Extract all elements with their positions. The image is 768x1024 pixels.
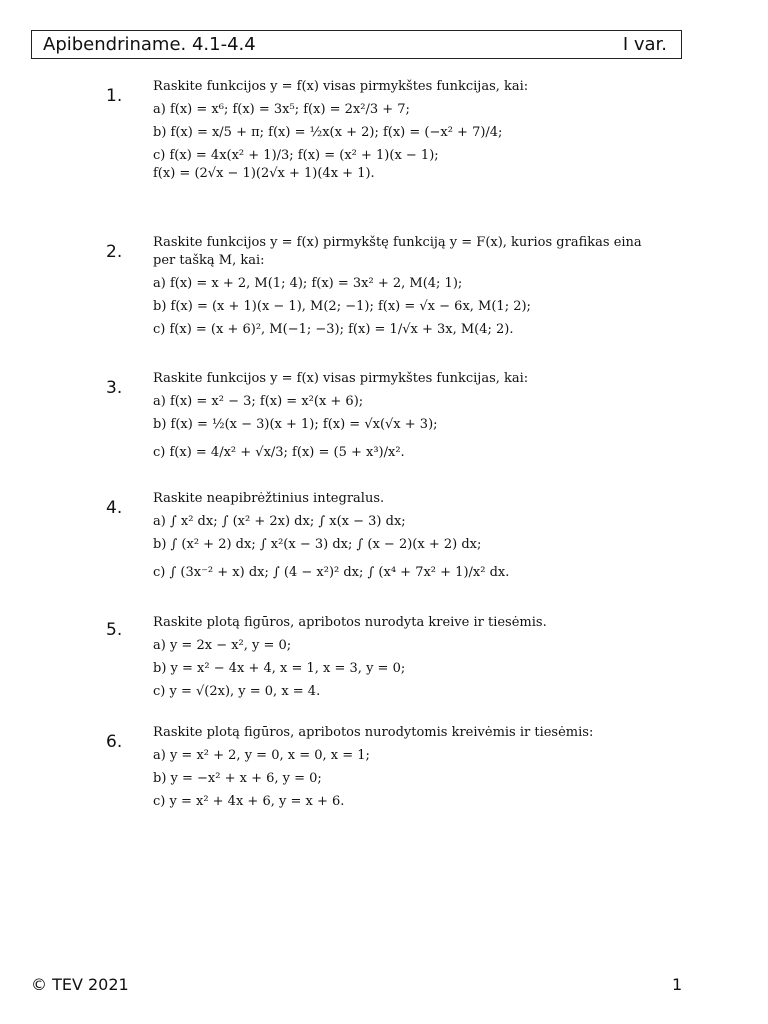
- task-line: b) f(x) = x/5 + π; f(x) = ½x(x + 2); f(x) = (−x² + 7)/4;: [153, 125, 503, 140]
- task-line: c) f(x) = (x + 6)², M(−1; −3); f(x) = 1/√x + 3x, M(4; 2).: [153, 322, 514, 337]
- task-line: b) f(x) = ½(x − 3)(x + 1); f(x) = √x(√x + 3);: [153, 417, 438, 432]
- task-line: b) y = x² − 4x + 4, x = 1, x = 3, y = 0;: [153, 661, 406, 676]
- task-5-number: 5.: [106, 620, 123, 640]
- task-line: b) ∫ (x² + 2) dx; ∫ x²(x − 3) dx; ∫ (x − 2)(x + 2) dx;: [153, 537, 482, 552]
- task-2: [153, 236, 693, 346]
- page-number: 1: [672, 975, 683, 994]
- task-line: Raskite funkcijos y = f(x) visas pirmykštes funkcijas, kai:: [153, 371, 529, 386]
- task-4-number: 4.: [106, 498, 123, 518]
- header-variant: I var.: [622, 34, 667, 55]
- task-line: c) ∫ (3x⁻² + x) dx; ∫ (4 − x²)² dx; ∫ (x⁴ + 7x² + 1)/x² dx.: [153, 565, 510, 580]
- task-line: c) y = x² + 4x + 6, y = x + 6.: [153, 794, 345, 809]
- task-line: c) y = √(2x), y = 0, x = 4.: [153, 684, 321, 699]
- task-line: Raskite funkcijos y = f(x) pirmykštę funkciją y = F(x), kurios grafikas eina: [153, 235, 642, 250]
- task-1-number: 1.: [106, 86, 123, 106]
- task-1: [153, 80, 693, 190]
- task-3: [153, 372, 693, 469]
- task-2-number: 2.: [106, 242, 123, 262]
- header-title: Apibendriname. 4.1-4.4: [43, 34, 256, 55]
- task-line: Raskite plotą figūros, apribotos nurodyta kreive ir tiesėmis.: [153, 615, 547, 630]
- task-line: c) f(x) = 4/x² + √x/3; f(x) = (5 + x³)/x².: [153, 445, 405, 460]
- task-6-number: 6.: [106, 732, 123, 752]
- task-line: a) f(x) = x + 2, M(1; 4); f(x) = 3x² + 2, M(4; 1);: [153, 276, 463, 291]
- task-line: Raskite funkcijos y = f(x) visas pirmykštes funkcijas, kai:: [153, 79, 529, 94]
- task-line: f(x) = (2√x − 1)(2√x + 1)(4x + 1).: [153, 166, 375, 181]
- task-line: Raskite plotą figūros, apribotos nurodytomis kreivėmis ir tiesėmis:: [153, 725, 594, 740]
- task-line: a) f(x) = x² − 3; f(x) = x²(x + 6);: [153, 394, 364, 409]
- task-line: a) y = 2x − x², y = 0;: [153, 638, 292, 653]
- task-6: [153, 726, 693, 818]
- task-5: [153, 616, 693, 708]
- task-3-number: 3.: [106, 378, 123, 398]
- header-box: [31, 30, 682, 59]
- task-line: c) f(x) = 4x(x² + 1)/3; f(x) = (x² + 1)(x − 1);: [153, 148, 439, 163]
- task-line: Raskite neapibrėžtinius integralus.: [153, 491, 385, 506]
- task-line: b) f(x) = (x + 1)(x − 1), M(2; −1); f(x) = √x − 6x, M(1; 2);: [153, 299, 531, 314]
- task-line: a) ∫ x² dx; ∫ (x² + 2x) dx; ∫ x(x − 3) dx;: [153, 514, 406, 529]
- task-4: [153, 492, 693, 589]
- task-line: per tašką M, kai:: [153, 253, 265, 268]
- task-line: a) y = x² + 2, y = 0, x = 0, x = 1;: [153, 748, 370, 763]
- task-line: a) f(x) = x⁶; f(x) = 3x⁵; f(x) = 2x²/3 + 7;: [153, 102, 410, 117]
- task-line: b) y = −x² + x + 6, y = 0;: [153, 771, 322, 786]
- footer-copyright: © TEV 2021: [31, 975, 129, 994]
